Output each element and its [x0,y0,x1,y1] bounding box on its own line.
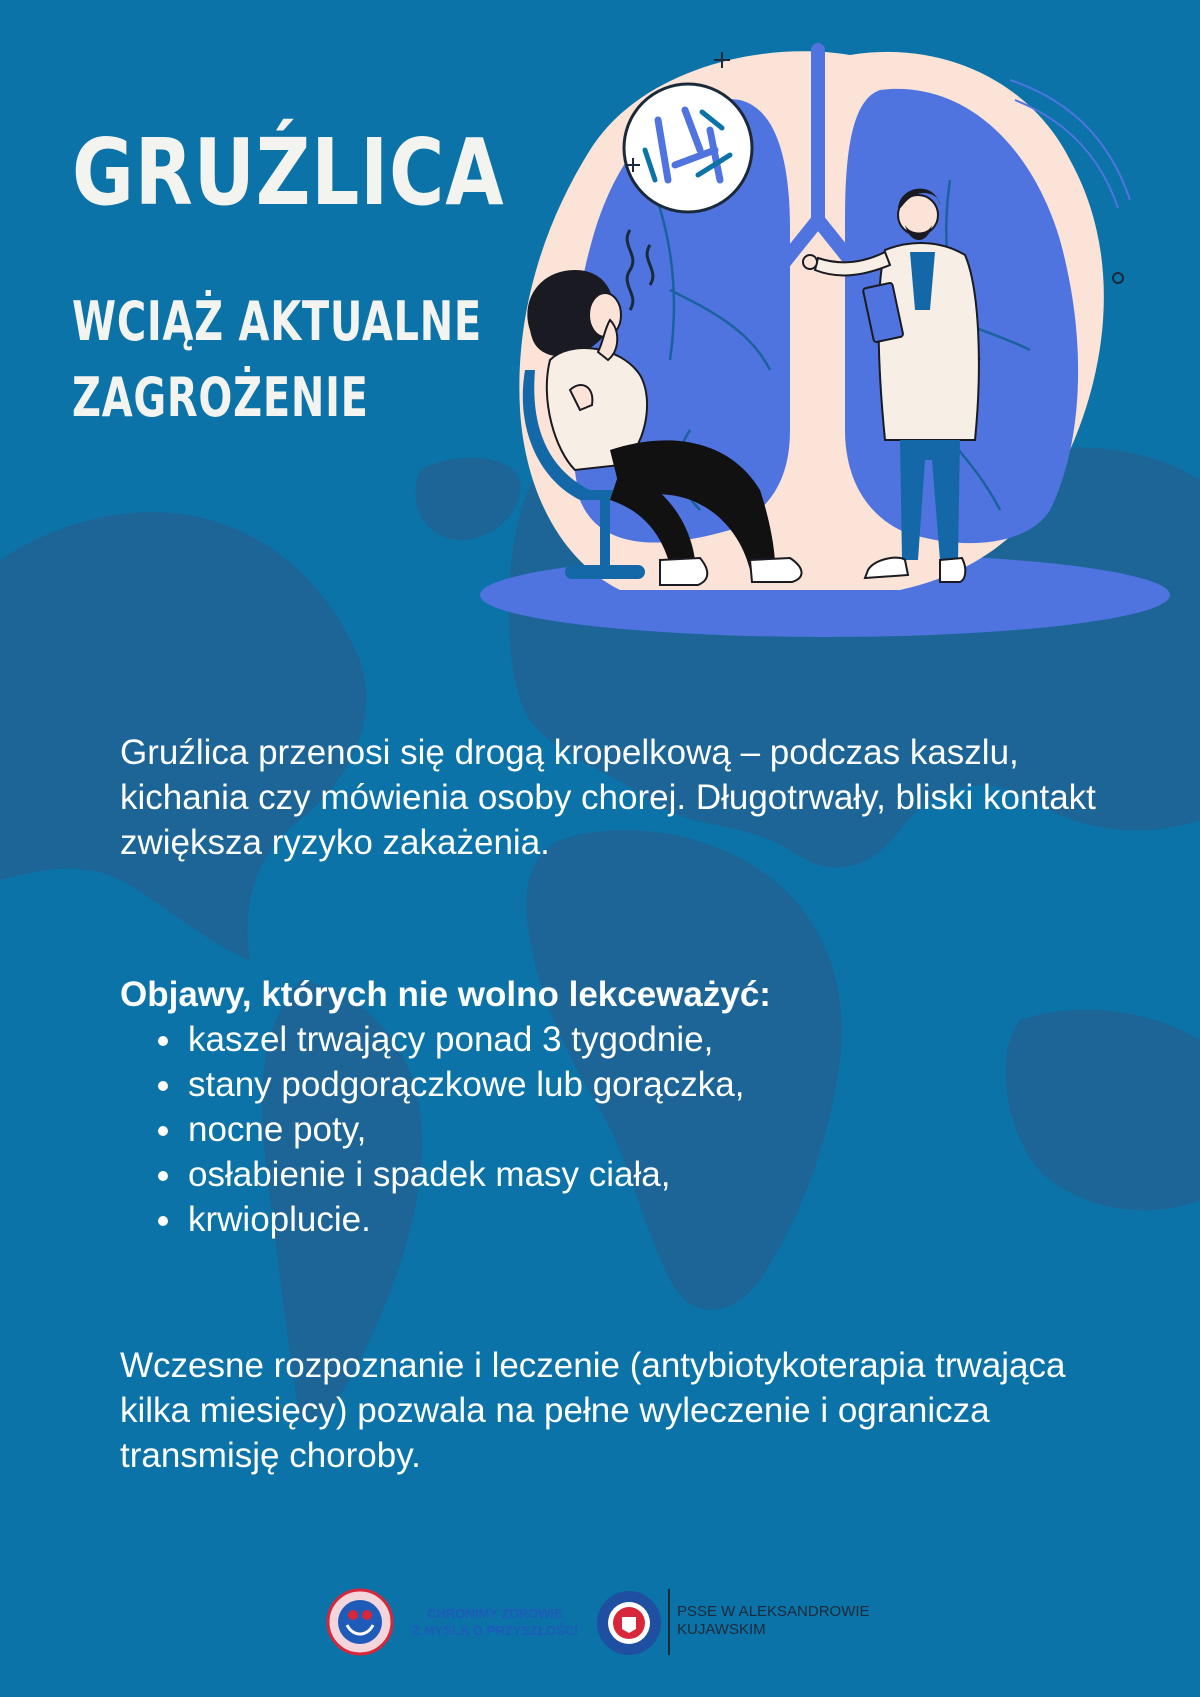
inspekcja-sanitarna-logo [595,1589,663,1657]
lungs-illustration [470,30,1190,650]
org-line1: PSSE W ALEKSANDROWIE [677,1603,870,1620]
symptoms-list [120,1017,1120,1242]
list-item: osłabienie i spadek masy ciała, [158,1152,1120,1197]
footer-divider [668,1589,670,1655]
org-name [677,1603,897,1639]
list-item: nocne poty, [158,1107,1120,1152]
symptoms-heading: Objawy, których nie wolno lekceważyć: [120,975,771,1014]
intro-paragraph: Gruźlica przenosi się drogą kropelkową – podczas kaszlu, kichania czy mówienia osoby chorej. Długotrwały, bliski kontakt zwiększa ryzyko zakażenia. [120,733,1096,862]
list-item: krwioplucie. [158,1197,1120,1242]
page-title: GRUŹLICA [72,119,505,226]
page-subtitle-line2: ZAGROŻENIE [72,366,369,429]
small-circle-icon [1113,273,1123,283]
logo1-line2: Z MYŚLĄ O PRZYSZŁOŚCI [412,1623,578,1638]
chronimy-zdrowie-logo [325,1587,395,1657]
bacteria-icon [624,84,752,212]
list-item: kaszel trwający ponad 3 tygodnie, [158,1017,1120,1062]
page-subtitle-line1: WCIĄŻ AKTUALNE [72,290,482,353]
chronimy-zdrowie-text [405,1605,585,1639]
symptoms-section [120,972,1120,1242]
org-line2: KUJAWSKIM [677,1621,766,1638]
logo1-line1: CHRONIMY ZDROWIE [427,1606,563,1621]
footer-logos [325,1585,885,1657]
list-item: stany podgorączkowe lub gorączka, [158,1062,1120,1107]
outro-paragraph: Wczesne rozpoznanie i leczenie (antybiotykoterapia trwająca kilka miesięcy) pozwala na pełne wyleczenie i ogranicza transmisję choroby. [120,1346,1066,1475]
